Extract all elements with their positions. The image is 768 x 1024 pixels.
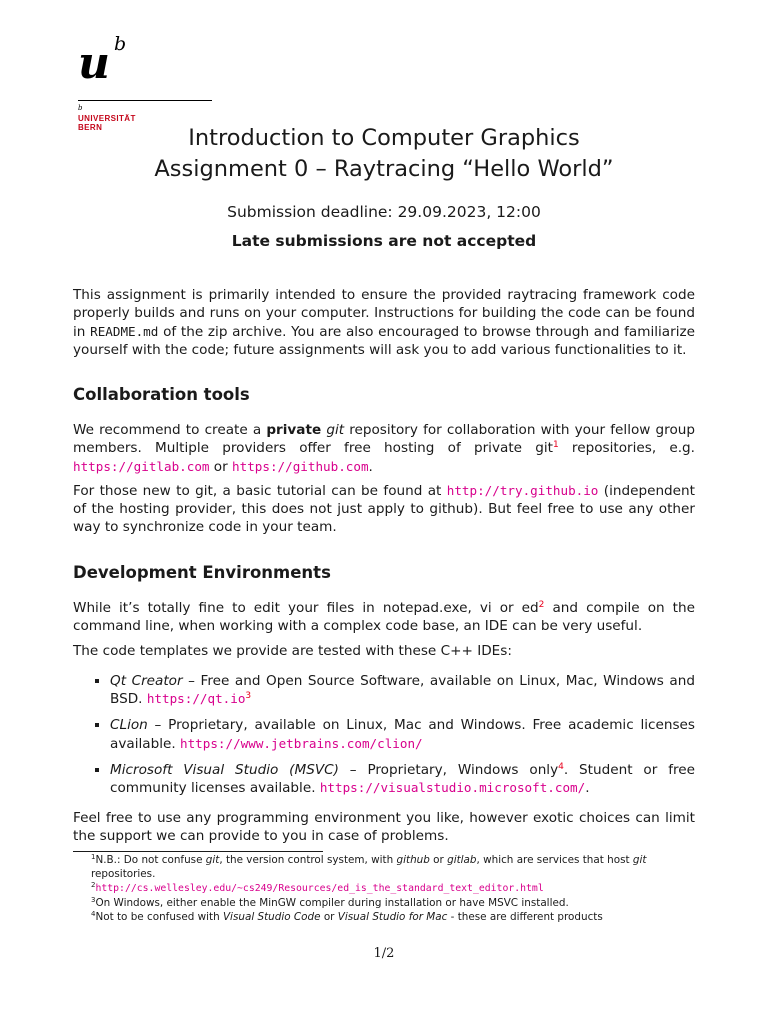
dev-text-b: and compile on the command line, when working with a complex code base, an IDE can be very useful. bbox=[73, 600, 695, 635]
github-link[interactable]: https://github.com bbox=[232, 458, 369, 474]
ed-editor-link[interactable]: http://cs.wellesley.edu/~cs249/Resources/ed_is_the_standard_text_editor.html bbox=[95, 883, 544, 894]
logo-u-glyph: u bbox=[78, 38, 110, 89]
footnote-ref-4[interactable]: 4 bbox=[558, 762, 564, 773]
ide-name: Qt Creator bbox=[110, 672, 183, 689]
intro-text-1: This assignment is primarily intended to ensure the provided raytracing framework code properly builds and runs on your computer. Instructions for building the code can be found in bbox=[73, 287, 695, 340]
fn1-text-e: repositories. bbox=[91, 868, 156, 880]
fn4-vscode: Visual Studio Code bbox=[222, 911, 321, 923]
footnote-3-number: 3 bbox=[91, 896, 96, 904]
collab-git: git bbox=[326, 422, 345, 438]
late-submission-notice: Late submissions are not accepted bbox=[231, 232, 537, 250]
footnote-rule bbox=[73, 851, 323, 852]
fn3-text: On Windows, either enable the MinGW compiler during installation or have MSVC installed. bbox=[95, 897, 569, 909]
collab-paragraph-1 bbox=[73, 421, 695, 476]
ide-description-2: . Student or free community licenses available. bbox=[110, 762, 695, 797]
fn4-vsmac: Visual Studio for Mac bbox=[337, 911, 448, 923]
fn1-git-2: git bbox=[632, 854, 647, 866]
dev-text-a: While it’s totally fine to edit your files in notepad.exe, vi or ed bbox=[73, 600, 539, 616]
heading-development-environments: Development Environments bbox=[73, 563, 331, 582]
dev-paragraph-2: The code templates we provide are tested with these C++ IDEs: bbox=[73, 642, 512, 659]
intro-text-2: of the zip archive. You are also encouraged to browse through and familiarize yourself with the code; future assignments will ask you to add various functionalities to it. bbox=[73, 323, 695, 358]
logo-b-glyph: b bbox=[114, 33, 127, 55]
collab-text-end: . bbox=[368, 458, 373, 475]
page-number: 1/2 bbox=[373, 946, 395, 961]
try-github-link[interactable]: http://try.github.io bbox=[446, 482, 599, 498]
intro-section bbox=[73, 286, 695, 359]
footnote-2 bbox=[73, 881, 695, 896]
gitlab-link[interactable]: https://gitlab.com bbox=[73, 458, 210, 474]
list-item bbox=[73, 716, 695, 753]
assignment-title: Assignment 0 – Raytracing “Hello World” bbox=[154, 156, 614, 182]
bullet-icon bbox=[95, 723, 99, 727]
fn1-git: git bbox=[205, 854, 220, 866]
readme-filename: README.md bbox=[90, 323, 159, 339]
footnote-3 bbox=[73, 896, 695, 910]
collab-text-p2a: For those new to git, a basic tutorial can be found at bbox=[73, 482, 447, 499]
footnote-1 bbox=[73, 853, 695, 881]
footnote-2-number: 2 bbox=[91, 881, 96, 889]
collab-text-or: or bbox=[209, 458, 233, 475]
footnotes bbox=[73, 853, 695, 924]
fn1-text-b: , the version control system, with bbox=[219, 854, 397, 866]
collab-text-p2b: (independent of the hosting provider, this does not just apply to github). But feel free to use any other way to synchronize code in your team. bbox=[73, 482, 695, 536]
ide-name: Microsoft Visual Studio (MSVC) bbox=[110, 762, 339, 779]
logo-rule bbox=[78, 100, 212, 101]
submission-deadline: Submission deadline: 29.09.2023, 12:00 bbox=[227, 203, 541, 221]
ide-description: – Proprietary, available on Linux, Mac and Windows. Free academic licenses available. bbox=[110, 717, 695, 752]
collaboration-section bbox=[73, 421, 695, 537]
fn1-text-d: , which are services that host bbox=[476, 854, 633, 866]
footnote-4-number: 4 bbox=[91, 910, 96, 918]
footnote-1-number: 1 bbox=[91, 853, 96, 861]
dev-paragraph-3: Feel free to use any programming environment you like, however exotic choices can limit the support we can provide to you in case of problems. bbox=[73, 809, 695, 844]
ide-list bbox=[73, 672, 695, 798]
list-item bbox=[73, 761, 695, 798]
footnote-4 bbox=[73, 910, 695, 924]
fn1-text-a: N.B.: Do not confuse bbox=[95, 854, 206, 866]
collab-text-b: repository for collaboration with your fellow group members. Multiple providers offer free hosting of private git bbox=[73, 422, 696, 457]
fn1-text-c: or bbox=[429, 854, 448, 866]
ide-description: – Proprietary, Windows only bbox=[338, 762, 559, 779]
bullet-icon bbox=[95, 768, 99, 772]
intro-paragraph bbox=[73, 286, 695, 359]
fn4-text-c: - these are different products bbox=[447, 911, 603, 923]
fn1-github: github bbox=[396, 854, 430, 866]
jetbrains-link[interactable]: https://www.jetbrains.com/clion/ bbox=[180, 735, 423, 751]
collab-text-c: repositories, e.g. bbox=[558, 440, 696, 457]
logo-line-universitat: UNIVERSITÄT bbox=[78, 114, 136, 123]
course-title: Introduction to Computer Graphics bbox=[188, 125, 580, 151]
fn1-gitlab: gitlab bbox=[447, 854, 477, 866]
collab-paragraph-2 bbox=[73, 482, 695, 537]
qt-link[interactable]: https://qt.io bbox=[146, 691, 246, 707]
collab-private: private bbox=[266, 422, 322, 438]
collab-text-a: We recommend to create a bbox=[73, 422, 267, 438]
heading-collaboration-tools: Collaboration tools bbox=[73, 385, 250, 404]
footnote-ref-3[interactable]: 3 bbox=[245, 691, 252, 702]
development-section bbox=[73, 599, 695, 845]
footnote-ref-1[interactable]: 1 bbox=[552, 440, 559, 451]
list-item bbox=[73, 672, 695, 709]
logo-small-b: b bbox=[78, 104, 83, 112]
logo-line-bern: BERN bbox=[78, 123, 103, 132]
visualstudio-link[interactable]: https://visualstudio.microsoft.com/ bbox=[319, 780, 586, 796]
dev-paragraph-1 bbox=[73, 599, 695, 636]
fn4-text-b: or bbox=[320, 911, 338, 923]
footnote-ref-2[interactable]: 2 bbox=[538, 600, 545, 610]
fn4-text-a: Not to be confused with bbox=[95, 911, 223, 923]
ide-description: – Free and Open Source Software, available on Linux, Mac, Windows and BSD. bbox=[110, 672, 695, 708]
ide-name: CLion bbox=[110, 717, 148, 734]
ide-end: . bbox=[585, 780, 590, 797]
bullet-icon bbox=[95, 679, 99, 683]
